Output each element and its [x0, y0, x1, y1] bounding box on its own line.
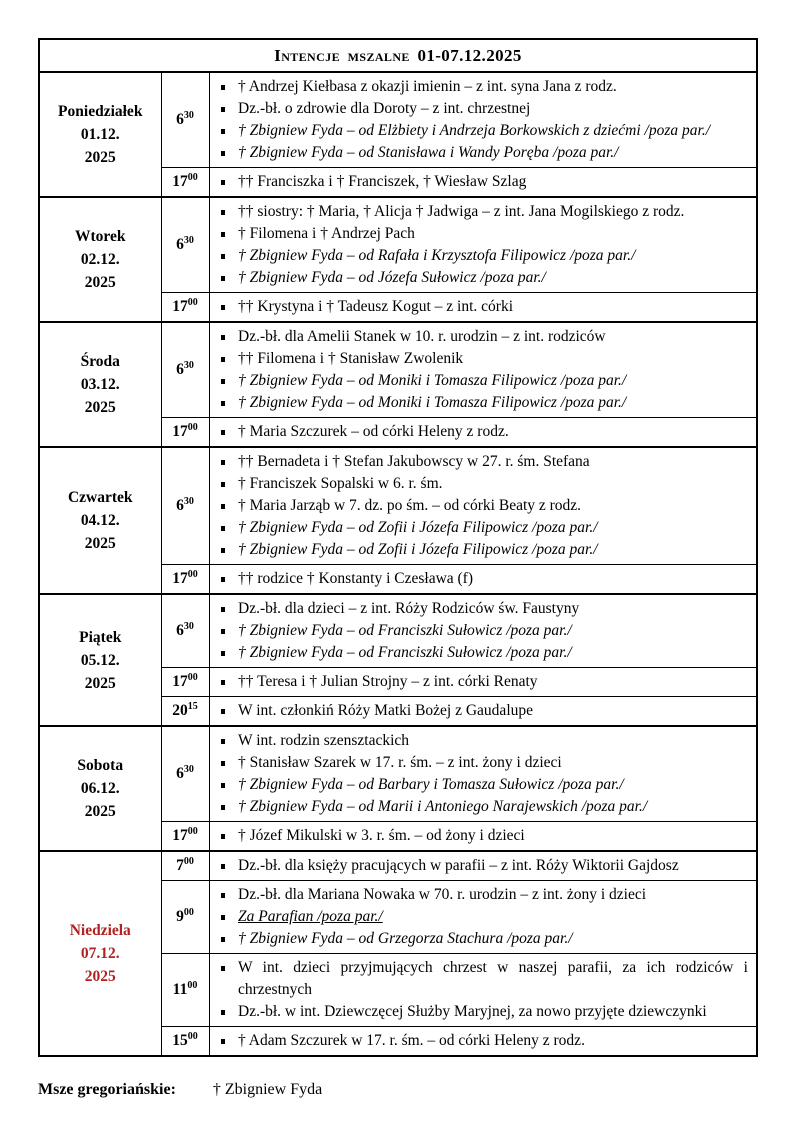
time-cell: $6^{30}$: [161, 726, 209, 822]
intention-item: [210, 906, 749, 928]
day-name: Czwartek: [67, 489, 133, 506]
square-bullet-icon: [221, 761, 226, 766]
day-name: Środa: [80, 353, 120, 370]
intentions-cell: [209, 293, 757, 323]
square-bullet-icon: [221, 834, 226, 839]
intention-text: W int. dzieci przyjmujących chrzest w naszej parafii, za ich rodziców i chrzestnych: [238, 959, 748, 998]
intention-text: † Zbigniew Fyda – od Franciszki Sułowicz /poza par./: [238, 644, 572, 661]
square-bullet-icon: [221, 783, 226, 788]
intention-item: [210, 598, 749, 620]
intention-item: [210, 730, 749, 752]
schedule-row: [39, 72, 757, 168]
intention-item: [210, 98, 749, 120]
square-bullet-icon: [221, 1010, 226, 1015]
square-bullet-icon: [221, 430, 226, 435]
intention-text: † Zbigniew Fyda – od Franciszki Sułowicz /poza par./: [238, 622, 572, 639]
day-year: 2025: [84, 535, 116, 552]
intentions-cell: [209, 697, 757, 727]
intention-item: [210, 884, 749, 906]
intention-item: [210, 495, 749, 517]
intention-text: † Zbigniew Fyda – od Zofii i Józefa Filipowicz /poza par./: [238, 519, 598, 536]
intentions-cell: [209, 726, 757, 822]
intention-item: [210, 296, 749, 318]
square-bullet-icon: [221, 548, 226, 553]
intention-text: † Zbigniew Fyda – od Józefa Sułowicz /poza par./: [238, 269, 546, 286]
intention-text: † Maria Jarząb w 7. dz. po śm. – od córki Beaty z rodz.: [238, 497, 582, 514]
intention-item: [210, 671, 749, 693]
intention-item: [210, 451, 749, 473]
intention-text: † Józef Mikulski w 3. r. śm. – od żony i dzieci: [238, 827, 525, 844]
intention-item: [210, 473, 749, 495]
intention-item: [210, 774, 749, 796]
day-date: 06.12.: [80, 780, 120, 797]
intention-item: [210, 928, 749, 950]
intention-item: [210, 245, 749, 267]
square-bullet-icon: [221, 460, 226, 465]
intention-text: Dz.-bł. o zdrowie dla Doroty – z int. chrzestnej: [238, 100, 531, 117]
time-cell: $17^{00}$: [161, 822, 209, 852]
intention-item: [210, 1001, 749, 1023]
square-bullet-icon: [221, 85, 226, 90]
intention-text: † Zbigniew Fyda – od Moniki i Tomasza Filipowicz /poza par./: [238, 372, 627, 389]
intention-text: †† Franciszka i † Franciszek, † Wiesław Szlag: [238, 173, 527, 190]
intentions-cell: [209, 954, 757, 1027]
day-cell: [39, 322, 161, 447]
intention-item: [210, 326, 749, 348]
intention-item: [210, 76, 749, 98]
intention-text: W int. rodzin szensztackich: [238, 732, 410, 749]
square-bullet-icon: [221, 805, 226, 810]
schedule-row: [39, 594, 757, 668]
intention-text: † Zbigniew Fyda – od Marii i Antoniego Narajewskich /poza par./: [238, 798, 648, 815]
intention-item: [210, 957, 749, 1001]
day-cell: [39, 726, 161, 851]
square-bullet-icon: [221, 629, 226, 634]
time-cell: $15^{00}$: [161, 1027, 209, 1057]
gregorian-masses-label: Msze gregoriańskie:: [38, 1081, 176, 1098]
day-date: 02.12.: [80, 251, 120, 268]
square-bullet-icon: [221, 107, 226, 112]
title-row: [39, 39, 757, 72]
square-bullet-icon: [221, 1039, 226, 1044]
time-cell: $6^{30}$: [161, 594, 209, 668]
time-cell: $17^{00}$: [161, 168, 209, 198]
square-bullet-icon: [221, 915, 226, 920]
day-year: 2025: [84, 803, 116, 820]
page-title: Intencje mszalne 01-07.12.2025: [39, 39, 757, 72]
day-date: 05.12.: [80, 651, 120, 669]
square-bullet-icon: [221, 401, 226, 406]
gregorian-masses-value: † Zbigniew Fyda: [212, 1081, 323, 1098]
time-cell: $20^{15}$: [161, 697, 209, 727]
intention-text: † Franciszek Sopalski w 6. r. śm.: [238, 475, 443, 492]
time-cell: $11^{00}$: [161, 954, 209, 1027]
day-year: 2025: [84, 968, 116, 985]
intentions-cell: [209, 851, 757, 881]
intention-text: †† Krystyna i † Tadeusz Kogut – z int. córki: [238, 298, 513, 315]
intention-item: [210, 642, 749, 664]
square-bullet-icon: [221, 180, 226, 185]
day-name: Sobota: [77, 757, 124, 774]
intention-text: † Zbigniew Fyda – od Rafała i Krzysztofa Filipowicz /poza par./: [238, 247, 636, 264]
intentions-cell: [209, 668, 757, 697]
schedule-row: [39, 447, 757, 565]
day-year: 2025: [84, 149, 116, 166]
intention-item: [210, 348, 749, 370]
intention-text: †† rodzice † Konstanty i Czesława (f): [238, 570, 474, 587]
intention-text: †† Bernadeta i † Stefan Jakubowscy w 27. r. śm. Stefana: [238, 453, 590, 470]
intention-text: † Zbigniew Fyda – od Barbary i Tomasza Sułowicz /poza par./: [238, 776, 624, 793]
square-bullet-icon: [221, 129, 226, 134]
day-cell: [39, 594, 161, 726]
day-year: 2025: [84, 399, 116, 416]
time-cell: $6^{30}$: [161, 72, 209, 168]
intentions-cell: [209, 881, 757, 954]
intentions-cell: [209, 565, 757, 595]
square-bullet-icon: [221, 739, 226, 744]
intentions-cell: [209, 322, 757, 418]
time-cell: $17^{00}$: [161, 418, 209, 448]
square-bullet-icon: [221, 151, 226, 156]
intention-text: † Zbigniew Fyda – od Elżbiety i Andrzeja Borkowskich z dziećmi /poza par./: [238, 122, 711, 139]
day-name: Niedziela: [69, 922, 131, 939]
time-cell: $6^{30}$: [161, 322, 209, 418]
intention-text: † Zbigniew Fyda – od Zofii i Józefa Filipowicz /poza par./: [238, 541, 598, 558]
square-bullet-icon: [221, 232, 226, 237]
intentions-cell: [209, 168, 757, 198]
intention-item: [210, 620, 749, 642]
square-bullet-icon: [221, 254, 226, 259]
day-cell: [39, 72, 161, 197]
square-bullet-icon: [221, 680, 226, 685]
gregorian-masses-note: [38, 1079, 756, 1101]
square-bullet-icon: [221, 966, 226, 971]
intention-text: † Filomena i † Andrzej Pach: [238, 225, 415, 242]
square-bullet-icon: [221, 651, 226, 656]
intentions-cell: [209, 447, 757, 565]
intention-text: Dz.-bł. w int. Dziewczęcej Służby Maryjnej, za nowo przyjęte dziewczynki: [238, 1003, 707, 1020]
day-date: 01.12.: [80, 126, 120, 143]
intention-text: †† siostry: † Maria, † Alicja † Jadwiga – z int. Jana Mogilskiego z rodz.: [238, 203, 685, 220]
intentions-cell: [209, 1027, 757, 1057]
intention-item: [210, 223, 749, 245]
intention-text: † Stanisław Szarek w 17. r. śm. – z int. żony i dzieci: [238, 754, 562, 771]
square-bullet-icon: [221, 357, 226, 362]
intention-item: [210, 370, 749, 392]
intention-text: † Andrzej Kiełbasa z okazji imienin – z int. syna Jana z rodz.: [238, 78, 617, 95]
intention-text: † Adam Szczurek w 17. r. śm. – od córki Heleny z rodz.: [238, 1032, 585, 1049]
day-name: Wtorek: [74, 228, 126, 245]
square-bullet-icon: [221, 893, 226, 898]
time-cell: $9^{00}$: [161, 881, 209, 954]
intention-text: †† Filomena i † Stanisław Zwolenik: [238, 350, 464, 367]
square-bullet-icon: [221, 504, 226, 509]
intention-item: [210, 120, 749, 142]
intentions-cell: [209, 822, 757, 852]
intention-item: [210, 517, 749, 539]
square-bullet-icon: [221, 709, 226, 714]
intentions-cell: [209, 72, 757, 168]
day-cell: [39, 447, 161, 594]
intention-item: [210, 171, 749, 193]
intention-item: [210, 421, 749, 443]
time-cell: $6^{30}$: [161, 197, 209, 293]
square-bullet-icon: [221, 526, 226, 531]
time-cell: $17^{00}$: [161, 565, 209, 595]
schedule-row: [39, 322, 757, 418]
schedule-row: [39, 851, 757, 881]
day-cell: [39, 851, 161, 1056]
intention-item: [210, 201, 749, 223]
intention-text: †† Teresa i † Julian Strojny – z int. córki Renaty: [238, 673, 538, 690]
day-name: Poniedziałek: [58, 103, 143, 120]
square-bullet-icon: [221, 937, 226, 942]
intentions-cell: [209, 197, 757, 293]
intention-item: [210, 267, 749, 289]
intention-item: [210, 700, 749, 722]
intention-item: [210, 752, 749, 774]
day-date: 07.12.: [80, 945, 120, 962]
intention-text: Za Parafian /poza par./: [238, 908, 383, 925]
day-cell: [39, 197, 161, 322]
day-date: 03.12.: [80, 376, 120, 393]
square-bullet-icon: [221, 276, 226, 281]
day-year: 2025: [84, 274, 116, 291]
intention-text: Dz.-bł. dla Amelii Stanek w 10. r. urodzin – z int. rodziców: [238, 328, 606, 345]
intention-item: [210, 825, 749, 847]
day-date: 04.12.: [80, 512, 120, 529]
square-bullet-icon: [221, 335, 226, 340]
square-bullet-icon: [221, 210, 226, 215]
intention-item: [210, 855, 749, 877]
intention-item: [210, 1030, 749, 1052]
intention-item: [210, 568, 749, 590]
mass-intentions-table: [38, 38, 758, 1057]
intention-text: † Zbigniew Fyda – od Moniki i Tomasza Filipowicz /poza par./: [238, 394, 627, 411]
square-bullet-icon: [221, 577, 226, 582]
time-cell: $17^{00}$: [161, 293, 209, 323]
intention-text: Dz.-bł. dla dzieci – z int. Róży Rodziców św. Faustyny: [238, 600, 580, 617]
intention-item: [210, 796, 749, 818]
intention-text: † Zbigniew Fyda – od Stanisława i Wandy Poręba /poza par./: [238, 144, 619, 161]
schedule-row: [39, 726, 757, 822]
intention-item: [210, 142, 749, 164]
day-year: 2025: [84, 674, 116, 692]
intention-item: [210, 539, 749, 561]
square-bullet-icon: [221, 379, 226, 384]
time-cell: $17^{00}$: [161, 668, 209, 697]
intention-text: Dz.-bł. dla księży pracujących w parafii – z int. Róży Wiktorii Gajdosz: [238, 857, 679, 874]
day-name: Piątek: [79, 628, 122, 646]
square-bullet-icon: [221, 864, 226, 869]
intention-text: Dz.-bł. dla Mariana Nowaka w 70. r. urodzin – z int. żony i dzieci: [238, 886, 647, 903]
intention-item: [210, 392, 749, 414]
square-bullet-icon: [221, 305, 226, 310]
square-bullet-icon: [221, 482, 226, 487]
intention-text: † Zbigniew Fyda – od Grzegorza Stachura /poza par./: [238, 930, 573, 947]
square-bullet-icon: [221, 607, 226, 612]
intentions-cell: [209, 418, 757, 448]
time-cell: $6^{30}$: [161, 447, 209, 565]
schedule-row: [39, 197, 757, 293]
time-cell: $7^{00}$: [161, 851, 209, 881]
intentions-cell: [209, 594, 757, 668]
intention-text: † Maria Szczurek – od córki Heleny z rodz.: [238, 423, 509, 440]
intention-text: W int. członkiń Róży Matki Bożej z Gaudalupe: [238, 702, 533, 719]
